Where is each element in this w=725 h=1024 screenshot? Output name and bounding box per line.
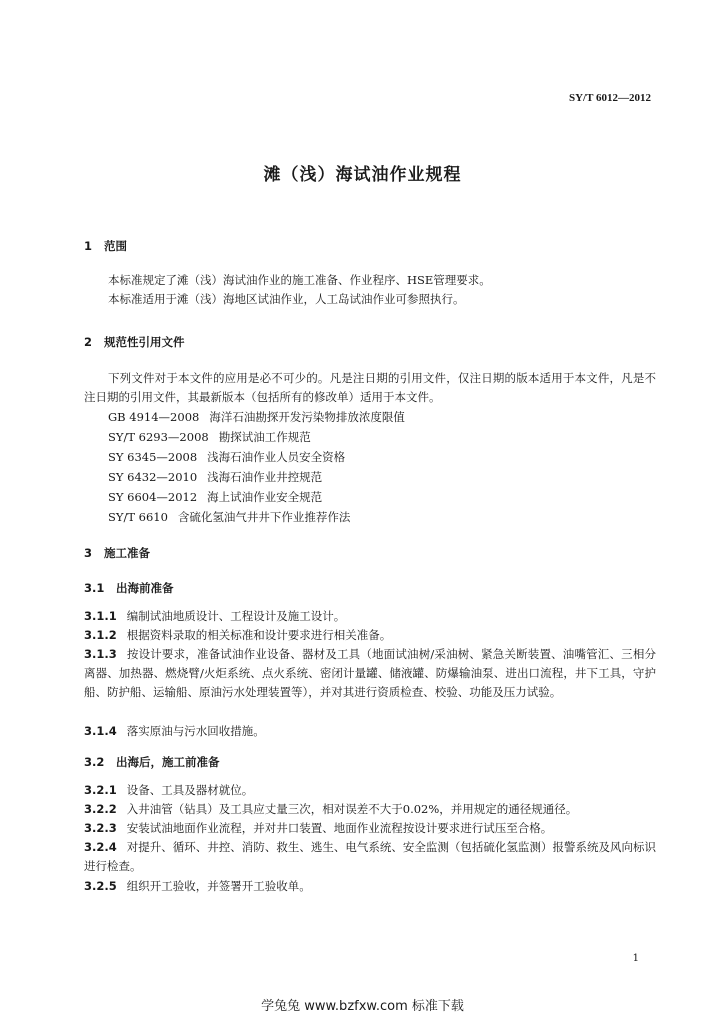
document-title: 滩（浅）海试油作业规程 (263, 165, 462, 185)
reference-name: 勘探试油工作规范 (218, 430, 311, 444)
clause-text: 对提升、循环、井控、消防、救生、逃生、电气系统、安全监测（包括硫化氢监测）报警系统及风向标识进行检查。 (84, 840, 656, 873)
section-number: 2 (84, 335, 93, 349)
reference-name: 海洋石油勘探开发污染物排放浓度限值 (209, 410, 405, 424)
section-title: 规范性引用文件 (104, 335, 185, 349)
section-number: 1 (84, 239, 93, 253)
subsection-title: 出海前准备 (116, 581, 174, 595)
subsection-3-1-heading (84, 580, 174, 596)
clause-number: 3.1.2 (84, 628, 117, 642)
clause-item (84, 838, 656, 876)
standard-number: SY/T 6012—2012 (568, 92, 651, 104)
section-title: 施工准备 (104, 546, 150, 560)
clause-text: 编制试油地质设计、工程设计及施工设计。 (126, 609, 346, 623)
section-1-heading (84, 238, 127, 254)
section-3-heading (84, 545, 150, 561)
section-2-intro: 下列文件对于本文件的应用是必不可少的。凡是注日期的引用文件，仅注日期的版本适用于本文件，凡是不注日期的引用文件，其最新版本（包括所有的修改单）适用于本文件。 (84, 371, 656, 404)
reference-code: SY 6345—2008 (108, 450, 198, 464)
clause-item (84, 819, 656, 838)
clause-text: 根据资料录取的相关标准和设计要求进行相关准备。 (126, 628, 392, 642)
clause-item (84, 800, 656, 819)
reference-code: SY 6604—2012 (108, 490, 198, 504)
section-title: 范围 (104, 239, 127, 253)
clause-number: 3.1.1 (84, 609, 117, 623)
subsection-3-2-heading (84, 754, 220, 770)
clause-text: 安装试油地面作业流程，并对井口装置、地面作业流程按设计要求进行试压至合格。 (126, 821, 553, 835)
clause-number: 3.1.3 (84, 647, 117, 661)
clause-item (84, 626, 656, 645)
reference-item (108, 429, 311, 445)
reference-code: SY 6432—2010 (108, 470, 198, 484)
reference-name: 浅海石油作业井控规范 (207, 470, 323, 484)
reference-code: GB 4914—2008 (108, 410, 200, 424)
section-1-paragraph-2: 本标准适用于滩（浅）海地区试油作业，人工岛试油作业可参照执行。 (108, 292, 465, 306)
clause-item (84, 781, 656, 800)
clause-number: 3.2.4 (84, 840, 117, 854)
clause-text: 设备、工具及器材就位。 (126, 783, 254, 797)
reference-code: SY/T 6610 (108, 510, 168, 524)
reference-code: SY/T 6293—2008 (108, 430, 209, 444)
reference-item (108, 449, 345, 465)
clause-number: 3.2.5 (84, 879, 117, 893)
clause-item (84, 877, 656, 896)
subsection-number: 3.1 (84, 581, 105, 595)
clause-text: 落实原油与污水回收措施。 (126, 724, 265, 738)
reference-item (108, 489, 322, 505)
clause-item (84, 722, 656, 741)
section-1-paragraph-1: 本标准规定了滩（浅）海试油作业的施工准备、作业程序、HSE管理要求。 (108, 273, 491, 287)
clause-item (84, 607, 656, 626)
reference-item (108, 469, 322, 485)
clause-text: 组织开工验收，并签署开工验收单。 (126, 879, 311, 893)
page-number: 1 (632, 953, 639, 964)
clause-number: 3.2.1 (84, 783, 117, 797)
clause-number: 3.1.4 (84, 724, 117, 738)
subsection-number: 3.2 (84, 755, 105, 769)
clause-number: 3.2.2 (84, 802, 117, 816)
clause-item (84, 645, 656, 702)
section-number: 3 (84, 546, 93, 560)
subsection-title: 出海后，施工前准备 (116, 755, 220, 769)
reference-name: 含硫化氢油气井井下作业推荐作法 (177, 510, 351, 524)
section-2-heading (84, 334, 185, 350)
reference-name: 海上试油作业安全规范 (207, 490, 323, 504)
clause-text: 按设计要求，准备试油作业设备、器材及工具（地面试油树/采油树、紧急关断装置、油嘴管汇、三相分离器、加热器、燃烧臂/火炬系统、点火系统、密闭计量罐、储液罐、防爆输油泵、进出口流程，井下工具，守护船、防护船、运输船、原油污水处理装置等），并对其进行资质检查、校验、功能及压力试验。 (84, 647, 656, 699)
clause-text: 入井油管（钻具）及工具应丈量三次，相对误差不大于0.02%，并用规定的通径规通径。 (126, 802, 578, 816)
reference-item (108, 409, 405, 425)
site-watermark-footer: 学兔兔 www.bzfxw.com 标准下载 (261, 999, 464, 1014)
reference-item (108, 509, 350, 525)
reference-name: 浅海石油作业人员安全资格 (207, 450, 346, 464)
clause-number: 3.2.3 (84, 821, 117, 835)
